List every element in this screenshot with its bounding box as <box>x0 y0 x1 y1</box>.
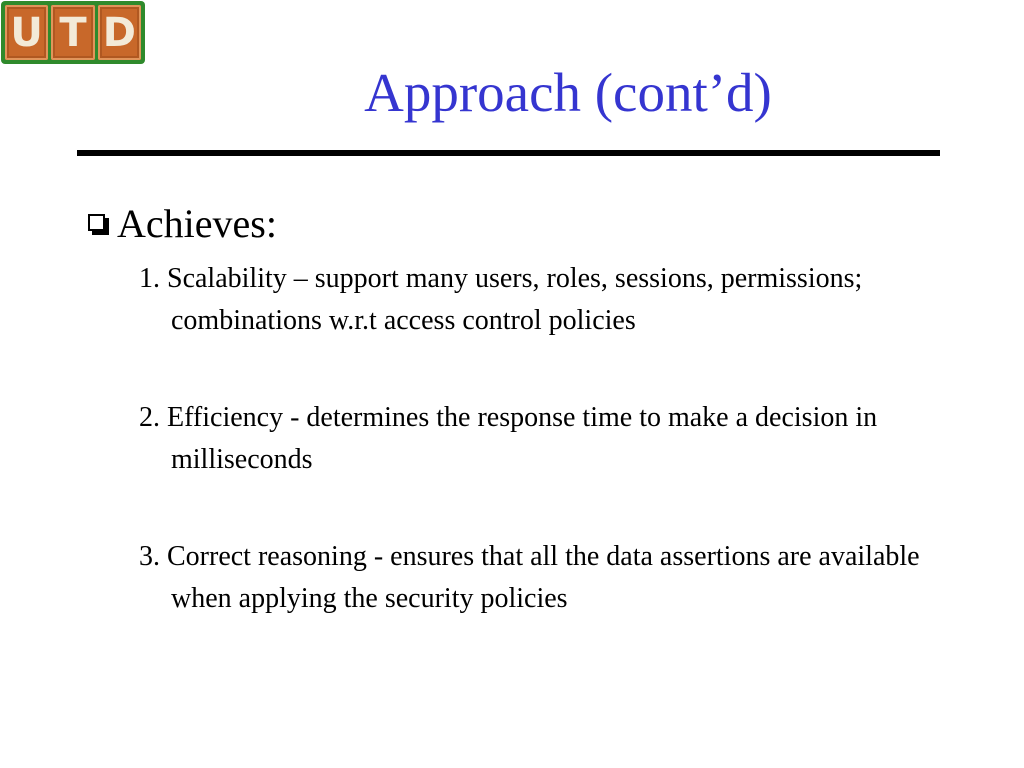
checkbox-bullet-icon <box>88 214 112 238</box>
bullet-heading <box>88 198 277 250</box>
slide-title: Approach (cont’d) <box>364 62 772 123</box>
utd-logo <box>1 1 145 64</box>
list-item-efficiency: 2. Efficiency - determines the response time to make a decision in milliseconds <box>139 402 878 475</box>
heading-text: Achieves: <box>117 201 277 246</box>
achievements-list <box>139 258 959 675</box>
list-item-correct-reasoning: 3. Correct reasoning - ensures that all the data assertions are available when applying the security policies <box>139 541 920 614</box>
logo-letter-u: U <box>5 5 48 60</box>
logo-letter-d: D <box>98 5 141 60</box>
title-divider <box>77 150 940 156</box>
list-item-scalability: 1. Scalability – support many users, roles, sessions, permissions; combinations w.r.t access control policies <box>139 263 863 336</box>
logo-letter-t: T <box>51 5 94 60</box>
